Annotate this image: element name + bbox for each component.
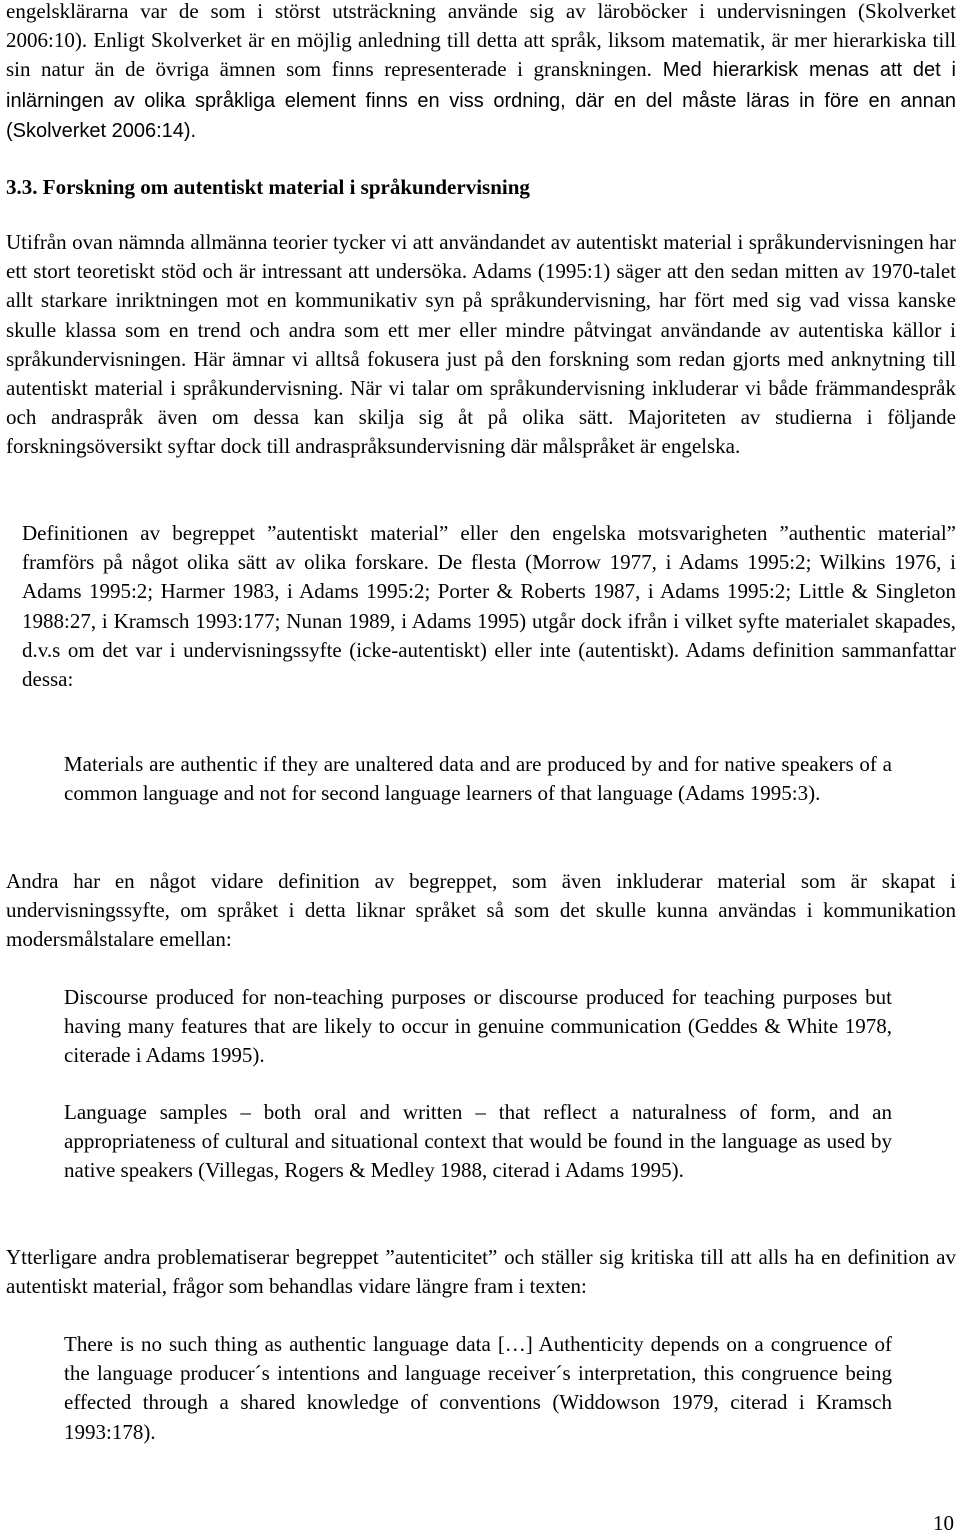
definition-text-1: Definitionen av begreppet ”autentiskt material” eller den engelska motsvarigheten ”authentic material” framförs på något olika sätt av olika forskare. xyxy=(22,521,956,575)
body-paragraph-wider-definition: Andra har en något vidare definition av begreppet, som även inkluderar material som är skapat i undervisningssyfte, om språket i detta liknar språket så som det skulle kunna användas i kommunikation modersmålstalare emellan: xyxy=(6,869,956,952)
body-paragraph-authenticity: Ytterligare andra problematiserar begreppet ”autenticitet” och ställer sig kritiska till att alls ha en definition av autentiskt material, frågor som behandlas vidare längre fram i texten: xyxy=(6,1245,956,1299)
intro-text-serif: engelsklärarna var de som i störst utsträckning använde sig av läroböcker i undervisningen (Skolverket 2006:10). Enligt Skolverket är en möjlig anledning till detta att språk, liksom matematik, är mer hierarkiska till sin natur än de övriga ämnen som finns representerade i granskningen. xyxy=(6,0,956,82)
intro-paragraph xyxy=(6,0,956,146)
page-number: 10 xyxy=(933,1511,954,1535)
block-quote-geddes-white: Discourse produced for non-teaching purposes or discourse produced for teaching purposes but having many features that are likely to occur in genuine communication (Geddes & White 1978, citerade i Adams 1995). xyxy=(64,985,892,1068)
block-quote-adams: Materials are authentic if they are unaltered data and are produced by and for native speakers of a common language and not for second language learners of that language (Adams 1995:3). xyxy=(64,752,892,806)
body-paragraph-research xyxy=(6,228,956,462)
definition-text-2: De flesta (Morrow 1977, i Adams 1995:2; Wilkins 1976, i Adams 1995:2; Harmer 1983, i Adams 1995:2; Porter & Roberts 1987, i Adams 1995:2; Little & Singleton 1988:27, i Kramsch 1993:177; Nunan 1989, i Adams 1995) utgår dock ifrån i vilket syfte materialet skapades, d.v.s om det var i undervisningssyfte (icke-autentiskt) eller inte (autentiskt). xyxy=(22,550,956,662)
body-paragraph-definition xyxy=(6,519,956,694)
research-text-2: Adams (1995:1) säger att den sedan mitten av 1970-talet allt starkare inriktningen mot en kommunikativ syn på språkundervisning, har fört med sig vad vissa kanske skulle klassa som en trend och andra som ett mer eller mindre påtvingat användande av autentiska källor i språkundervisningen. xyxy=(6,259,956,371)
intro-text-sans: Med hierarkisk menas att det i inlärningen av olika språkliga element finns en viss ordning, där en del måste läras in före en annan (Skolverket 2006:14). xyxy=(6,59,956,142)
block-quote-villegas: Language samples – both oral and written – that reflect a naturalness of form, and an appropriateness of cultural and situational context that would be found in the language as used by native speakers (Villegas, Rogers & Medley 1988, citerad i Adams 1995). xyxy=(64,1100,892,1183)
research-text-4: När vi talar om språkundervisning inkluderar vi både främmandespråk och andraspråk även om dessa kan skilja sig åt på olika sätt. xyxy=(6,376,956,430)
research-text-1: Utifrån ovan nämnda allmänna teorier tycker vi att användandet av autentiskt material i språkundervisningen har ett stort teoretiskt stöd och är intressant att undersöka. xyxy=(6,230,956,284)
block-quote-widdowson: There is no such thing as authentic language data […] Authenticity depends on a congruence of the language producer´s intentions and language receiver´s interpretation, this congruence being effected through a shared knowledge of conventions (Widdowson 1979, citerad i Kramsch 1993:178). xyxy=(64,1332,892,1444)
research-text-5: Majoriteten av studierna i följande forskningsöversikt syftar dock till andraspråksundervisning där målspråket är engelska. xyxy=(6,405,957,459)
definition-text-3: Adams definition sammanfattar dessa: xyxy=(22,637,956,692)
section-heading: 3.3. Forskning om autentiskt material i språkundervisning xyxy=(6,175,530,199)
research-text-3: Här ämnar vi alltså fokusera just på den forskning som redan gjorts med anknytning till autentiskt material i språkundervisning. xyxy=(6,346,956,401)
